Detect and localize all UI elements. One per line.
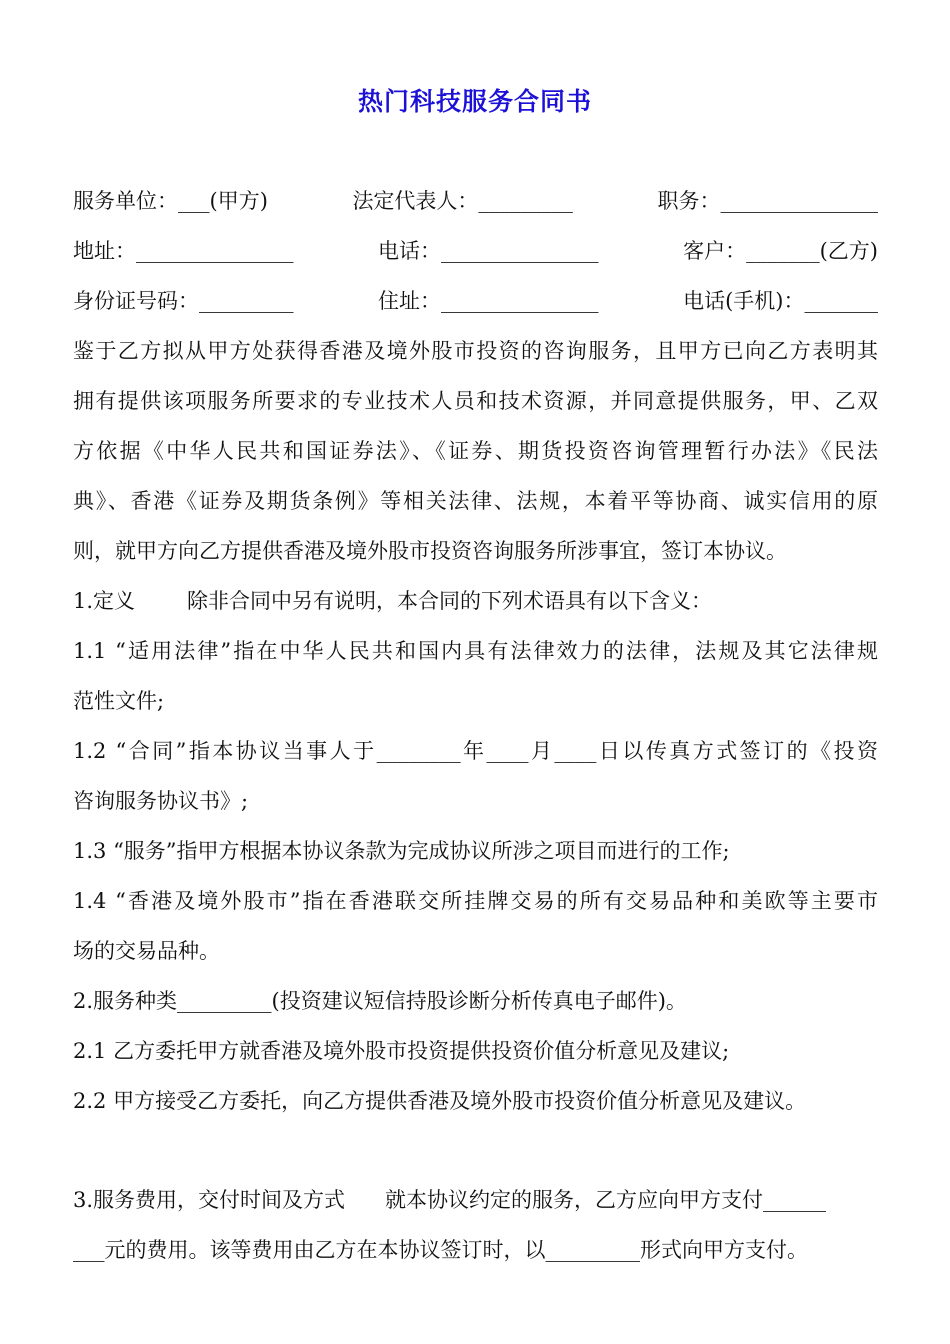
clause-2-2: 2.2 甲方接受乙方委托，向乙方提供香港及境外股市投资价值分析意见及建议。 xyxy=(73,1089,807,1113)
header-row-2 xyxy=(73,236,878,266)
id-number-field: 身份证号码：_________ xyxy=(73,289,294,313)
clause-2-1: 2.1 乙方委托甲方就香港及境外股市投资提供投资价值分析意见及建议; xyxy=(73,1039,730,1063)
section-3-line xyxy=(73,1185,878,1215)
header-row-1 xyxy=(73,186,878,216)
clause-1-4-line: 场的交易品种。 xyxy=(73,939,220,963)
clause-1-2-line: 1.2 “合同”指本协议当事人于________年____月____日以传真方式签订的《投资 xyxy=(73,739,878,763)
residence-field: 住址：_______________ xyxy=(378,289,599,313)
preamble-line: 拥有提供该项服务所要求的专业技术人员和技术资源，并同意提供服务，甲、乙双 xyxy=(73,389,878,413)
clause-1-1-line: 范性文件; xyxy=(73,689,165,713)
clause-1-4-line: 1.4 “香港及境外股市”指在香港联交所挂牌交易的所有交易品种和美欧等主要市 xyxy=(73,889,878,913)
preamble-line: 鉴于乙方拟从甲方处获得香港及境外股市投资的咨询服务，且甲方已向乙方表明其 xyxy=(73,339,878,363)
address-field: 地址：_______________ xyxy=(73,239,294,263)
position-field: 职务：_______________ xyxy=(657,189,878,213)
legal-rep-field: 法定代表人：_________ xyxy=(352,189,573,213)
section-2: 2.服务种类_________(投资建议短信持股诊断分析传真电子邮件)。 xyxy=(73,989,687,1013)
client-field: 客户：_______(乙方) xyxy=(683,239,878,263)
header-row-3 xyxy=(73,286,878,316)
clause-1-1-line: 1.1 “适用法律”指在中华人民共和国内具有法律效力的法律，法规及其它法律规 xyxy=(73,639,878,663)
clause-1-2-line: 咨询服务协议书》; xyxy=(73,789,249,813)
preamble-line: 则，就甲方向乙方提供香港及境外股市投资咨询服务所涉事宜，签订本协议。 xyxy=(73,539,787,563)
preamble-line: 方依据《中华人民共和国证券法》、《证券、期货投资咨询管理暂行办法》《民法 xyxy=(73,439,878,463)
section-3-line-2: ___元的费用。该等费用由乙方在本协议签订时，以_________形式向甲方支付。 xyxy=(73,1238,808,1262)
document-title: 热门科技服务合同书 xyxy=(357,87,592,116)
phone-field: 电话：_______________ xyxy=(378,239,599,263)
section-1-line xyxy=(73,586,878,616)
preamble-line: 典》、香港《证券及期货条例》等相关法律、法规，本着平等协商、诚实信用的原 xyxy=(73,489,878,513)
section-3-heading: 3.服务费用，交付时间及方式 xyxy=(73,1188,346,1212)
clause-1-3: 1.3 “服务”指甲方根据本协议条款为完成协议所涉之项目而进行的工作; xyxy=(73,839,730,863)
section-3-text: 就本协议约定的服务，乙方应向甲方支付______ xyxy=(385,1188,827,1212)
mobile-field: 电话(手机)：_______ xyxy=(683,289,878,313)
section-1-heading: 1.定义 xyxy=(73,589,136,613)
service-unit-field: 服务单位：___(甲方) xyxy=(73,189,268,213)
section-1-intro: 除非合同中另有说明，本合同的下列术语具有以下含义： xyxy=(187,589,713,613)
